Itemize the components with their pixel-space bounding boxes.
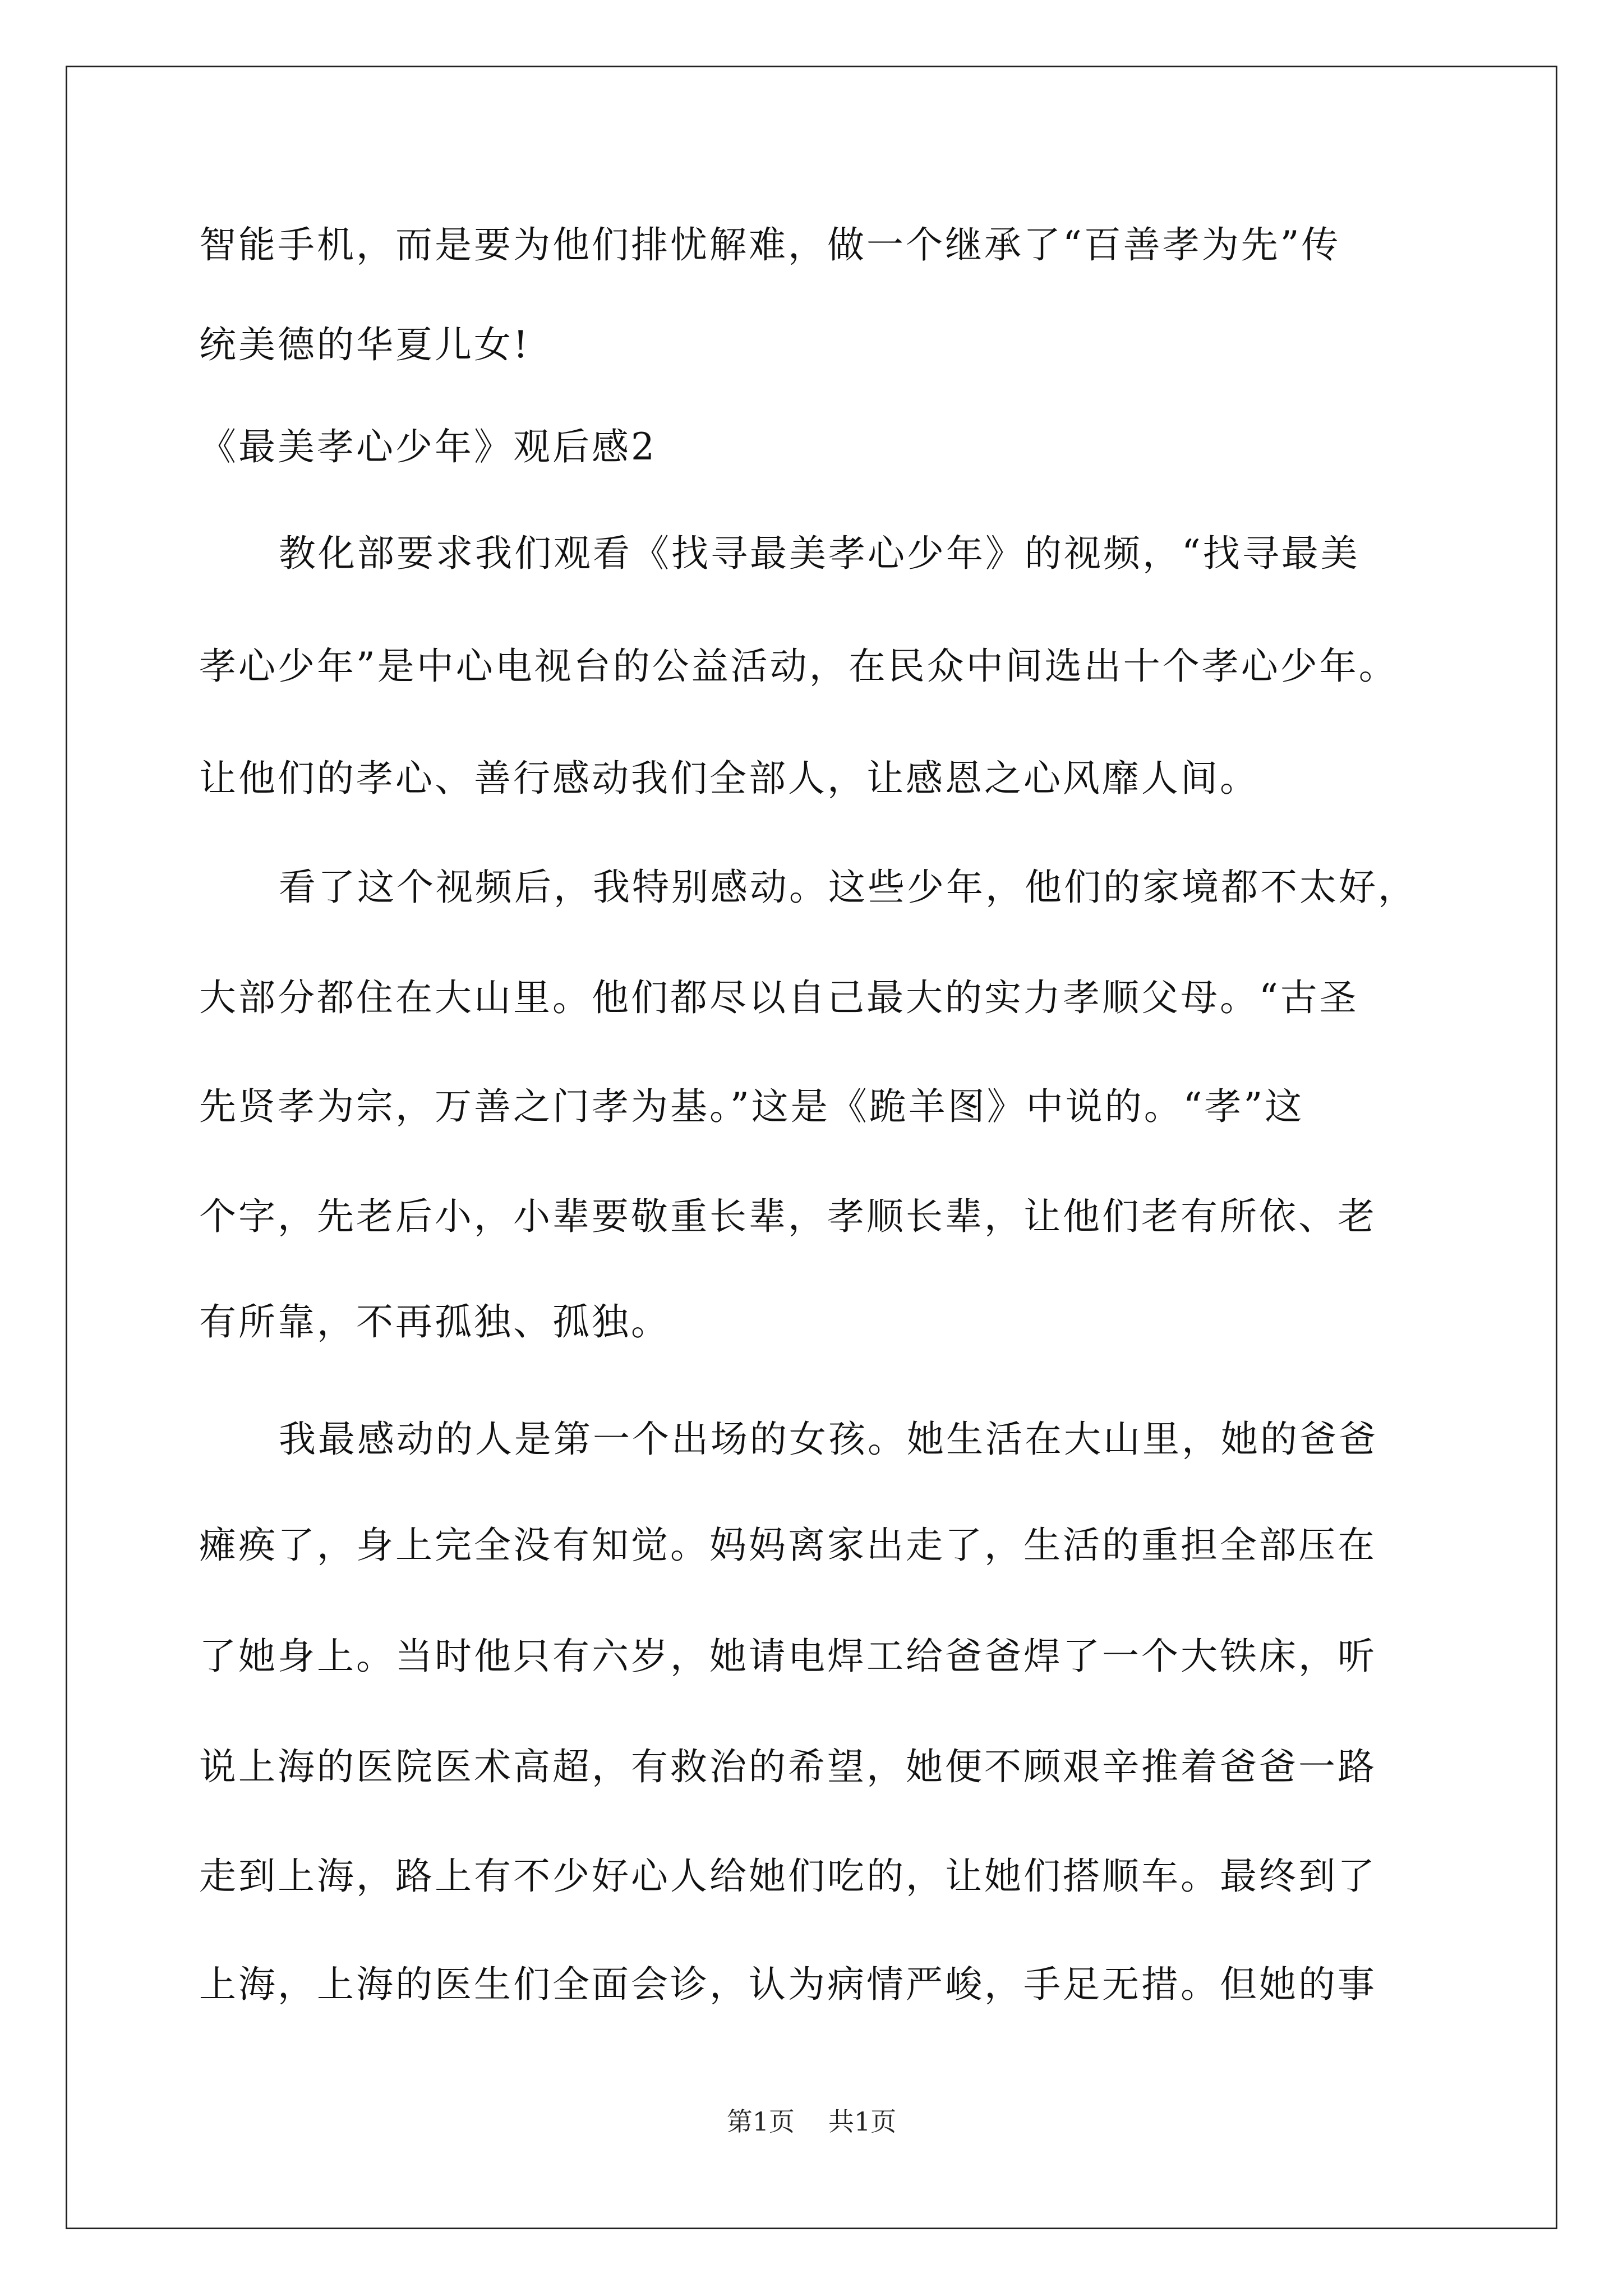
text-line: 有所靠，不再孤独、孤独。 (199, 1300, 670, 1343)
text-line: 孝心少年”是中心电视台的公益活动，在民众中间选出十个孝心少年。 (199, 645, 1398, 688)
text-line: 个字，先老后小，小辈要敬重长辈，孝顺长辈，让他们老有所依、老 (199, 1195, 1377, 1238)
page-number: 第1页 (726, 2106, 795, 2137)
page-total: 共1页 (828, 2106, 897, 2137)
text-line: 让他们的孝心、善行感动我们全部人，让感恩之心风靡人间。 (199, 757, 1259, 800)
text-line: 统美德的华夏儿女! (199, 323, 531, 366)
text-line: 智能手机，而是要为他们排忧解难，做一个继承了“百善孝为先”传 (199, 223, 1341, 266)
text-line: 了她身上。当时他只有六岁，她请电焊工给爸爸焊了一个大铁床，听 (199, 1635, 1377, 1678)
text-line: 大部分都住在大山里。他们都尽以自己最大的实力孝顺父母。“古圣 (199, 976, 1359, 1019)
text-line: 说上海的医院医术高超，有救治的希望，她便不顾艰辛推着爸爸一路 (199, 1745, 1377, 1788)
paragraph-start: 我最感动的人是第一个出场的女孩。她生活在大山里，她的爸爸 (279, 1418, 1378, 1461)
page-footer (0, 2105, 1623, 2138)
paragraph-start: 看了这个视频后，我特别感动。这些少年，他们的家境都不太好， (279, 866, 1417, 909)
text-line: 先贤孝为宗，万善之门孝为基。”这是《跪羊图》中说的。“孝”这 (199, 1085, 1304, 1128)
page-border (66, 66, 1557, 2229)
text-line: 上海，上海的医生们全面会诊，认为病情严峻，手足无措。但她的事 (199, 1963, 1377, 2006)
text-line: 瘫痪了，身上完全没有知觉。妈妈离家出走了，生活的重担全部压在 (199, 1524, 1377, 1567)
paragraph-start: 教化部要求我们观看《找寻最美孝心少年》的视频，“找寻最美 (279, 532, 1360, 575)
section-heading: 《最美孝心少年》观后感2 (199, 425, 657, 468)
text-line: 走到上海，路上有不少好心人给她们吃的，让她们搭顺车。最终到了 (199, 1855, 1377, 1898)
